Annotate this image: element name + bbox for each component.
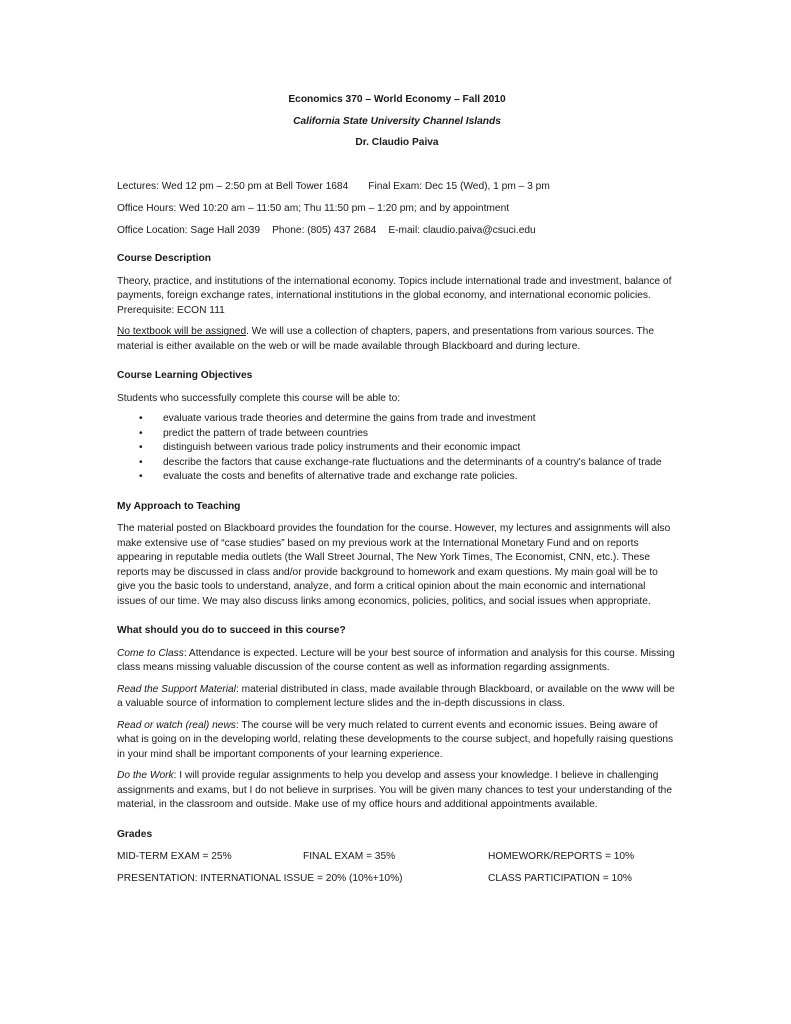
grades-row xyxy=(117,872,677,887)
homework-grade: HOMEWORK/REPORTS = 10% xyxy=(488,851,635,862)
list-item: • distinguish between various trade policy instruments and their economic impact xyxy=(117,441,677,456)
grades-row xyxy=(117,850,677,865)
approach-text: The material posted on Blackboard provides the foundation for the course. However, my lectures and assignments will also make extensive use of “case studies” based on my previous work at the International Monetary Fund and on reports appearing in reputable media outlets (the Wall Street Journal, The New York Times, The Economist, CNN, etc.). These reports may be discussed in class and/or provide background to homework and exam questions. My main goal will be to give you the basic tools to understand, analyze, and form a critical opinion about the main economic and international issues of our time. We may also discuss links among economics, policies, politics, and social issues when appropriate. xyxy=(117,523,671,607)
office-hours: Office Hours: Wed 10:20 am – 11:50 am; Thu 11:50 pm – 1:20 pm; and by appointment xyxy=(117,202,510,214)
list-item: • evaluate the costs and benefits of alternative trade and exchange rate policies. xyxy=(117,470,677,485)
participation-grade: CLASS PARTICIPATION = 10% xyxy=(488,873,632,884)
course-description-heading: Course Description xyxy=(117,253,211,264)
final-grade: FINAL EXAM = 35% xyxy=(303,851,396,862)
list-item: • predict the pattern of trade between countries xyxy=(117,427,677,442)
lecture-info-line xyxy=(117,180,677,195)
grades-heading: Grades xyxy=(117,828,153,840)
textbook-note xyxy=(117,325,677,354)
succeed-item: Come to Class: Attendance is expected. Lecture will be your best source of information and analysis for this course. Missing class means missing valuable discussion of the course content as well as information regarding assignments. xyxy=(117,647,675,673)
presentation-grade: PRESENTATION: INTERNATIONAL ISSUE = 20% (10%+10%) xyxy=(117,873,403,884)
email: E-mail: claudio.paiva@csuci.edu xyxy=(388,224,536,236)
no-textbook-text: No textbook will be assigned xyxy=(117,326,247,337)
bullet-icon: • xyxy=(139,413,143,424)
list-item: • evaluate various trade theories and determine the gains from trade and investment xyxy=(117,412,677,427)
succeed-heading: What should you do to succeed in this course? xyxy=(117,625,346,636)
office-location: Office Location: Sage Hall 2039 xyxy=(117,224,261,236)
approach-heading: My Approach to Teaching xyxy=(117,500,241,512)
phone: Phone: (805) 437 2684 xyxy=(272,224,377,236)
midterm-grade: MID-TERM EXAM = 25% xyxy=(117,851,232,862)
course-description-text: Theory, practice, and institutions of the international economy. Topics include international trade and investment, balance of payments, foreign exchange rates, international institutions in the global economy, and international economic policies. Prerequisite: ECON 111 xyxy=(117,275,672,316)
textbook-rest-text: . We will use a collection of chapters, papers, and presentations from various sources. The material is either available on the web or will be made available through Blackboard and during lecture. xyxy=(117,326,655,352)
bullet-icon: • xyxy=(139,471,143,482)
course-title: Economics 370 – World Economy – Fall 2010 xyxy=(288,94,506,105)
final-exam-time: Final Exam: Dec 15 (Wed), 1 pm – 3 pm xyxy=(368,180,550,192)
contact-line xyxy=(117,224,677,239)
lecture-time: Lectures: Wed 12 pm – 2:50 pm at Bell Tower 1684 xyxy=(117,180,349,192)
syllabus-content xyxy=(117,93,677,887)
instructor-name: Dr. Claudio Paiva xyxy=(355,137,439,148)
bullet-icon: • xyxy=(139,442,143,453)
objectives-list xyxy=(117,412,677,485)
succeed-item: Do the Work: I will provide regular assignments to help you develop and assess your knowledge. I believe in challenging assignments and exams, but I do not believe in surprises. You will be given many chances to test your understanding of the material, in the classroom and outside. Make use of my office hours and additional appointments available. xyxy=(117,770,672,810)
bullet-icon: • xyxy=(139,456,143,468)
objectives-intro: Students who successfully complete this course will be able to: xyxy=(117,392,401,404)
succeed-item: Read the Support Material: material distributed in class, made available through Blackboard, or available on the www will be a valuable source of information to complement lecture slides and the in-depth discussions in class. xyxy=(117,683,675,709)
succeed-item: Read or watch (real) news: The course will be very much related to current events and economic issues. Being aware of what is going on in the developing world, relating these developments to the course subject, and hopefully raising questions in your mind shall be important components of your learning experience. xyxy=(117,719,674,760)
list-item: • describe the factors that cause exchange-rate fluctuations and the determinants of a country's balance of trade xyxy=(117,456,677,471)
objectives-heading: Course Learning Objectives xyxy=(117,370,253,381)
university-name: California State University Channel Islands xyxy=(293,115,501,127)
bullet-icon: • xyxy=(139,427,143,439)
